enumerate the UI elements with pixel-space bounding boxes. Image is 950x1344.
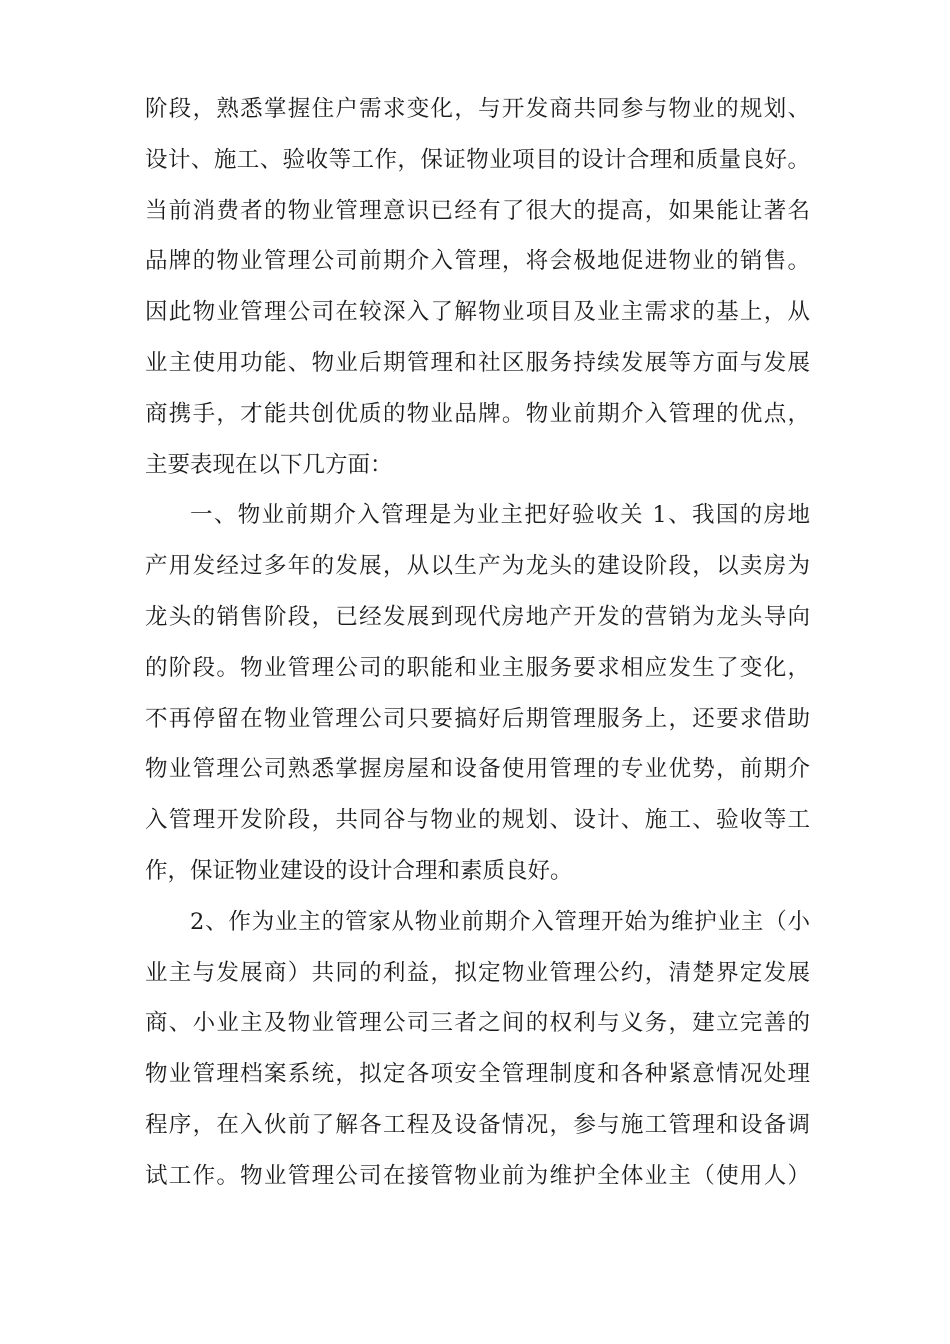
text-line: 物业管理档案系统，拟定各项安全管理制度和各种紧意情况处理	[145, 1061, 810, 1088]
text-line: 品牌的物业管理公司前期介入管理，将会极地促进物业的销售。	[145, 248, 810, 275]
paragraph	[145, 490, 810, 896]
text-line: 试工作。物业管理公司在接管物业前为维护全体业主（使用人）	[145, 1162, 810, 1189]
text-line: 因此物业管理公司在较深入了解物业项目及业主需求的基上，从	[145, 299, 810, 326]
text-line: 设计、施工、验收等工作，保证物业项目的设计合理和质量良好。	[145, 146, 810, 173]
text-line: 商携手，才能共创优质的物业品牌。物业前期介入管理的优点，	[145, 400, 810, 427]
paragraph	[145, 897, 810, 1202]
text-line: 阶段，熟悉掌握住户需求变化，与开发商共同参与物业的规划、	[145, 96, 810, 122]
text-line: 主要表现在以下几方面：	[145, 451, 393, 478]
text-line: 程序，在入伙前了解各工程及设备情况，参与施工管理和设备调	[145, 1111, 810, 1138]
text-line: 物业管理公司熟悉掌握房屋和设备使用管理的专业优势，前期介	[145, 756, 810, 783]
text-line: 作，保证物业建设的设计合理和素质良好。	[145, 857, 573, 884]
text-line: 产用发经过多年的发展，从以生产为龙头的建设阶段，以卖房为	[145, 553, 810, 580]
text-line: 的阶段。物业管理公司的职能和业主服务要求相应发生了变化，	[145, 654, 810, 681]
text-line: 当前消费者的物业管理意识已经有了很大的提高，如果能让著名	[145, 197, 810, 224]
text-line: 业主使用功能、物业后期管理和社区服务持续发展等方面与发展	[145, 349, 810, 376]
text-line: 入管理开发阶段，共同谷与物业的规划、设计、施工、验收等工	[145, 807, 810, 834]
text-line: 不再停留在物业管理公司只要搞好后期管理服务上，还要求借助	[145, 705, 810, 732]
text-line: 2、作为业主的管家从物业前期介入管理开始为维护业主（小	[190, 908, 810, 935]
document-body	[145, 84, 810, 1202]
text-line: 龙头的销售阶段，已经发展到现代房地产开发的营销为龙头导向	[145, 603, 810, 630]
paragraph	[145, 84, 810, 490]
text-line: 商、小业主及物业管理公司三者之间的权利与义务，建立完善的	[145, 1010, 810, 1037]
text-line: 一、物业前期介入管理是为业主把好验收关 1、我国的房地	[190, 502, 810, 529]
text-line: 业主与发展商）共同的利益，拟定物业管理公约，清楚界定发展	[145, 959, 810, 986]
